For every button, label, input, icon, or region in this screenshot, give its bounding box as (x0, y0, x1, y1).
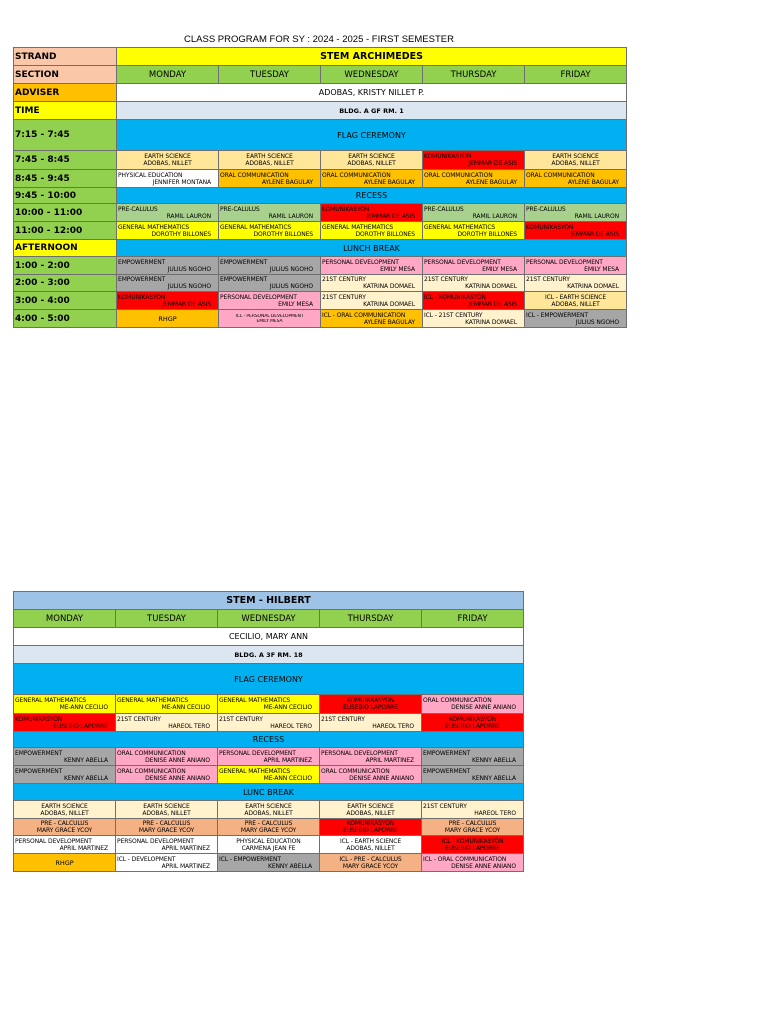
teacher-name: JULIUS NGOHO (167, 265, 211, 273)
teacher-name: DOROTHY BILLONES (457, 230, 517, 238)
teacher-name: JEMMAR DE ASIS (366, 212, 415, 220)
flag-ceremony-banner: FLAG CEREMONY (14, 664, 524, 695)
subject-name: PRE - CALCULUS (142, 820, 191, 827)
schedule-cell (320, 714, 422, 732)
teacher-name: ME-ANN CECILIO (161, 704, 210, 711)
time-slot: 7:15 - 7:45 (14, 120, 117, 151)
teacher-name: KENNY ABELLA (63, 756, 108, 764)
subject-name: PRE - CALCULUS (244, 820, 293, 827)
teacher-name: AYLENE BAGULAY (363, 318, 415, 326)
schedule-cell (321, 204, 423, 222)
teacher-name: RAMIL LAURON (472, 212, 517, 220)
room-label: BLDG. A 3F RM. 18 (14, 646, 524, 664)
subject-name: PERSONAL DEVELOPMENT (220, 293, 297, 301)
schedule-cell (320, 819, 422, 836)
teacher-name: MARY GRACE YCOY (342, 862, 399, 870)
subject-name: GENERAL MATHEMATICS (219, 767, 291, 775)
flag-ceremony-banner: FLAG CEREMONY (117, 120, 627, 151)
time-label: TIME (14, 102, 117, 120)
subject-name: ICL - DEVELOPMENT (117, 855, 176, 863)
schedule-cell (525, 204, 627, 222)
teacher-name: HAREOL TERO (270, 722, 312, 730)
schedule-cell (116, 801, 218, 819)
day-header: MONDAY (117, 66, 219, 84)
subject-name: EMPOWERMENT (220, 276, 268, 283)
teacher-name: AYLENE BAGULAY (261, 178, 313, 186)
subject-name: PRE - CALCULUS (40, 820, 89, 827)
teacher-name: MARY GRACE YCOY (36, 827, 93, 834)
teacher-name: DENISE ANNE ANIANO (451, 704, 516, 711)
subject-name: ICL - PERSONAL DEVELOPMENT (235, 313, 304, 319)
schedule-cell (116, 714, 218, 732)
adviser-label: ADVISER (14, 84, 117, 102)
schedule-cell (219, 292, 321, 310)
time-slot: 9:45 - 10:00 (14, 188, 117, 204)
schedule-cell (219, 204, 321, 222)
teacher-name: DENISE ANNE ANIANO (145, 756, 210, 764)
subject-name: ORAL COMMUNICATION (117, 749, 186, 757)
subject-name: ORAL COMMUNICATION (423, 697, 492, 704)
day-header: FRIDAY (525, 66, 627, 84)
subject-name: PERSONAL DEVELOPMENT (322, 258, 399, 266)
archimedes-schedule-table (13, 47, 627, 328)
time-slot: 1:00 - 2:00 (14, 257, 117, 275)
teacher-name: DENISE ANNE ANIANO (145, 774, 210, 782)
subject-name: ORAL COMMUNICATION (424, 171, 493, 179)
teacher-name: DOROTHY BILLONES (151, 230, 211, 238)
subject-name: ICL - EARTH SCIENCE (544, 293, 607, 301)
teacher-name: EUSEBIO LAPORRE (343, 827, 398, 834)
schedule-cell (422, 801, 524, 819)
subject-name: EMPOWERMENT (118, 258, 166, 266)
subject-name: ICL - PRE - CALCULUS (339, 855, 402, 863)
teacher-name: KENNY ABELLA (471, 756, 516, 764)
subject-name: KOMUNIKASYON (346, 820, 395, 827)
afternoon-label: AFTERNOON (14, 240, 117, 257)
teacher-name: APRIL MARTINEZ (263, 756, 312, 764)
teacher-name: JULIUS NGOHO (167, 283, 211, 290)
subject-name: EARTH SCIENCE (143, 802, 190, 810)
teacher-name: MARY GRACE YCOY (444, 827, 501, 834)
time-slot: 7:45 - 8:45 (14, 151, 117, 170)
teacher-name: DOROTHY BILLONES (253, 230, 313, 238)
teacher-name: EUSEBIO LAPORRE (53, 722, 108, 730)
subject-name: KOMUNIKASYON (424, 153, 472, 160)
schedule-cell (423, 310, 525, 328)
schedule-cell (219, 222, 321, 240)
recess-banner: RECESS (117, 188, 627, 204)
teacher-name: MARY GRACE YCOY (138, 827, 195, 834)
page-title: CLASS PROGRAM FOR SY : 2024 - 2025 - FIRST SEMESTER (184, 34, 454, 45)
subject-name: KOMUNIKASYON (322, 205, 370, 213)
schedule-cell (116, 819, 218, 836)
teacher-name: MARY GRACE YCOY (240, 827, 297, 834)
subject-name: 21ST CENTURY (117, 715, 161, 723)
subject-name: PHYSICAL EDUCATION (118, 171, 183, 179)
day-header: FRIDAY (422, 610, 524, 628)
subject-name: KOMUNIKASYON (346, 697, 395, 704)
subject-name: EARTH SCIENCE (41, 802, 88, 810)
subject-name: EMPOWERMENT (15, 767, 63, 775)
strand-name: STEM ARCHIMEDES (117, 48, 627, 66)
time-slot: 10:00 - 11:00 (14, 204, 117, 222)
schedule-cell (320, 766, 422, 784)
schedule-cell (117, 222, 219, 240)
schedule-cell (525, 275, 627, 292)
teacher-name: APRIL MARTINEZ (161, 862, 210, 870)
teacher-name: ADOBAS, NILLET (346, 809, 395, 817)
day-header: TUESDAY (219, 66, 321, 84)
day-header: WEDNESDAY (218, 610, 320, 628)
schedule-cell (116, 695, 218, 714)
teacher-name: DENISE ANNE ANIANO (349, 774, 414, 782)
teacher-name: EUSEBIO LAPORRE (343, 704, 398, 711)
subject-name: GENERAL MATHEMATICS (322, 223, 394, 231)
schedule-cell (423, 257, 525, 275)
schedule-cell (525, 151, 627, 170)
subject-name: ICL - EMPOWERMENT (526, 311, 588, 319)
subject-name: ICL - KOMUNIKASYON (441, 837, 504, 845)
day-header: TUESDAY (116, 610, 218, 628)
strand-label: STRAND (14, 48, 117, 66)
subject-name: ICL - ORAL COMMUNICATION (322, 311, 406, 319)
schedule-cell (422, 854, 524, 872)
schedule-cell (219, 275, 321, 292)
subject-name: EARTH SCIENCE (245, 802, 292, 810)
room-label: BLDG. A GF RM. 1 (117, 102, 627, 120)
schedule-cell (117, 204, 219, 222)
schedule-cell (218, 801, 320, 819)
schedule-cell (116, 766, 218, 784)
teacher-name: AYLENE BAGULAY (465, 178, 517, 186)
subject-name: ORAL COMMUNICATION (526, 171, 595, 179)
schedule-cell (219, 151, 321, 170)
teacher-name: CARMENA JEAN FE (241, 844, 296, 852)
schedule-cell (525, 292, 627, 310)
subject-name: ORAL COMMUNICATION (220, 171, 289, 179)
day-header: MONDAY (14, 610, 116, 628)
teacher-name: KENNY ABELLA (63, 774, 108, 782)
subject-name: KOMUNIKASYON (15, 715, 63, 723)
schedule-cell: RHGP (14, 854, 116, 872)
schedule-cell (423, 170, 525, 188)
schedule-cell (321, 310, 423, 328)
schedule-cell (14, 836, 116, 854)
teacher-name: ADOBAS, NILLET (143, 160, 192, 167)
subject-name: PERSONAL DEVELOPMENT (117, 837, 194, 845)
schedule-cell (321, 275, 423, 292)
teacher-name: AYLENE BAGULAY (363, 178, 415, 186)
schedule-cell (14, 801, 116, 819)
subject-name: EARTH SCIENCE (348, 153, 395, 160)
teacher-name: AYLENE BAGULAY (567, 178, 619, 186)
schedule-cell (422, 766, 524, 784)
schedule-cell (320, 801, 422, 819)
time-slot: 4:00 - 5:00 (14, 310, 117, 328)
teacher-name: JULIUS NGOHO (575, 318, 619, 326)
schedule-cell (218, 836, 320, 854)
time-slot: 2:00 - 3:00 (14, 275, 117, 292)
teacher-name: JENNIFER MONTANA (152, 178, 211, 186)
schedule-cell (423, 151, 525, 170)
teacher-name: RAMIL LAURON (166, 212, 211, 220)
teacher-name: DOROTHY BILLONES (355, 230, 415, 238)
teacher-name: ADOBAS, NILLET (245, 160, 294, 167)
subject-name: PERSONAL DEVELOPMENT (424, 258, 501, 266)
schedule-cell (321, 257, 423, 275)
teacher-name: APRIL MARTINEZ (365, 756, 414, 764)
schedule-cell (422, 714, 524, 732)
schedule-cell (218, 766, 320, 784)
strand-name: STEM - HILBERT (14, 592, 524, 610)
schedule-cell (14, 695, 116, 714)
subject-name: GENERAL MATHEMATICS (219, 697, 291, 704)
teacher-name: KATRINA DOMAEL (363, 283, 415, 290)
teacher-name: KATRINA DOMAEL (465, 318, 517, 326)
teacher-name: KATRINA DOMAEL (567, 283, 619, 290)
time-slot: 11:00 - 12:00 (14, 222, 117, 240)
schedule-cell (525, 170, 627, 188)
subject-name: EARTH SCIENCE (246, 153, 293, 160)
teacher-name: KATRINA DOMAEL (363, 300, 415, 308)
subject-name: 21ST CENTURY (322, 276, 366, 283)
schedule-cell (117, 170, 219, 188)
schedule-cell (422, 819, 524, 836)
teacher-name: EUSEBIO LAPORRE (445, 844, 500, 852)
subject-name: 21ST CENTURY (322, 293, 366, 301)
subject-name: ORAL COMMUNICATION (322, 171, 391, 179)
subject-name: EMPOWERMENT (220, 258, 268, 266)
teacher-name: ADOBAS, NILLET (142, 809, 191, 817)
schedule-cell (14, 748, 116, 766)
schedule-cell (423, 204, 525, 222)
schedule-cell (218, 695, 320, 714)
subject-name: PRE - CALCULUS (448, 820, 497, 827)
schedule-cell (14, 766, 116, 784)
subject-name: EARTH SCIENCE (144, 153, 191, 160)
schedule-cell (218, 819, 320, 836)
subject-name: GENERAL MATHEMATICS (424, 223, 496, 231)
time-slot: 8:45 - 9:45 (14, 170, 117, 188)
teacher-name: ME-ANN CECILIO (59, 704, 108, 711)
subject-name: KOMUNIKASYON (448, 715, 497, 723)
subject-name: EMPOWERMENT (15, 749, 63, 757)
teacher-name: ADOBAS, NILLET (244, 809, 293, 817)
schedule-cell (321, 151, 423, 170)
subject-name: PRE-CALULUS (118, 205, 158, 213)
teacher-name: HAREOL TERO (372, 722, 414, 730)
subject-name: PERSONAL DEVELOPMENT (526, 258, 603, 266)
subject-name: KOMUNIKASYON (118, 293, 166, 301)
hilbert-schedule-table (13, 591, 524, 872)
schedule-cell: RHGP (117, 310, 219, 328)
subject-name: 21ST CENTURY (219, 715, 263, 723)
schedule-cell (320, 836, 422, 854)
teacher-name: HAREOL TERO (474, 809, 516, 817)
schedule-cell (321, 170, 423, 188)
schedule-cell (14, 819, 116, 836)
lunch-break-banner: LUNC BREAK (14, 784, 524, 801)
subject-name: EMPOWERMENT (423, 749, 471, 757)
subject-name: EMPOWERMENT (118, 276, 166, 283)
schedule-cell (116, 836, 218, 854)
subject-name: PERSONAL DEVELOPMENT (15, 837, 92, 845)
teacher-name: EMILY MESA (278, 300, 313, 308)
schedule-cell (321, 222, 423, 240)
subject-name: 21ST CENTURY (526, 276, 570, 283)
teacher-name: ME-ANN CECILIO (263, 774, 312, 782)
teacher-name: APRIL MARTINEZ (59, 844, 108, 852)
teacher-name: JULIUS NGOHO (269, 283, 313, 290)
schedule-cell (117, 275, 219, 292)
subject-name: PRE-CALULUS (220, 205, 260, 213)
section-label: SECTION (14, 66, 117, 84)
schedule-cell (423, 275, 525, 292)
subject-name: GENERAL MATHEMATICS (220, 223, 292, 231)
recess-banner: RECESS (14, 732, 524, 748)
day-header: WEDNESDAY (321, 66, 423, 84)
teacher-name: EMILY MESA (256, 318, 283, 324)
subject-name: GENERAL MATHEMATICS (15, 697, 87, 704)
teacher-name: KATRINA DOMAEL (465, 283, 517, 290)
teacher-name: EMILY MESA (380, 265, 415, 273)
subject-name: ORAL COMMUNICATION (321, 767, 390, 775)
schedule-cell (525, 257, 627, 275)
schedule-cell (219, 170, 321, 188)
subject-name: KOMUNIKASYON (526, 223, 574, 231)
teacher-name: ME-ANN CECILIO (263, 704, 312, 711)
subject-name: ICL - ORAL COMMUNICATION (423, 855, 507, 863)
teacher-name: ADOBAS, NILLET (551, 160, 600, 167)
subject-name: PERSONAL DEVELOPMENT (321, 749, 398, 757)
teacher-name: HAREOL TERO (168, 722, 210, 730)
schedule-cell (525, 222, 627, 240)
teacher-name: DENISE ANNE ANIANO (451, 862, 516, 870)
subject-name: PRE-CALULUS (526, 205, 566, 213)
subject-name: EMPOWERMENT (423, 767, 471, 775)
teacher-name: EMILY MESA (584, 265, 619, 273)
subject-name: 21ST CENTURY (321, 715, 365, 723)
schedule-cell (320, 854, 422, 872)
subject-name: ORAL COMMUNICATION (117, 767, 186, 775)
schedule-cell (525, 310, 627, 328)
schedule-cell (116, 748, 218, 766)
teacher-name: JEMMAR DE ASIS (570, 230, 619, 238)
schedule-cell (422, 748, 524, 766)
schedule-cell (218, 854, 320, 872)
subject-name: 21ST CENTURY (423, 802, 467, 810)
schedule-cell (116, 854, 218, 872)
teacher-name: JEMMAR DE ASIS (468, 300, 517, 308)
subject-name: EARTH SCIENCE (347, 802, 394, 810)
teacher-name: APRIL MARTINEZ (161, 844, 210, 852)
schedule-cell (423, 292, 525, 310)
teacher-name: JULIUS NGOHO (269, 265, 313, 273)
schedule-cell (422, 695, 524, 714)
teacher-name: JEMMAR DE ASIS (162, 300, 211, 308)
day-header: THURSDAY (423, 66, 525, 84)
subject-name: PHYSICAL EDUCATION (236, 837, 301, 845)
teacher-name: ADOBAS, NILLET (551, 300, 600, 308)
teacher-name: EMILY MESA (482, 265, 517, 273)
adviser-name: CECILIO, MARY ANN (14, 628, 524, 646)
schedule-cell (219, 310, 321, 328)
subject-name: 21ST CENTURY (424, 276, 468, 283)
schedule-cell (117, 257, 219, 275)
schedule-cell (422, 836, 524, 854)
teacher-name: RAMIL LAURON (268, 212, 313, 220)
day-header: THURSDAY (320, 610, 422, 628)
teacher-name: KENNY ABELLA (471, 774, 516, 782)
subject-name: GENERAL MATHEMATICS (118, 223, 190, 231)
teacher-name: JEMMAR DE ASIS (468, 160, 517, 167)
schedule-cell (320, 748, 422, 766)
subject-name: PRE-CALULUS (424, 205, 464, 213)
subject-name: ICL - KOMUNIKASYON (424, 293, 486, 301)
schedule-cell (218, 748, 320, 766)
subject-name: EARTH SCIENCE (552, 153, 599, 160)
schedule-cell (321, 292, 423, 310)
teacher-name: ADOBAS, NILLET (346, 844, 395, 852)
schedule-cell (219, 257, 321, 275)
subject-name: ICL - EMPOWERMENT (219, 855, 281, 863)
time-slot: 3:00 - 4:00 (14, 292, 117, 310)
adviser-name: ADOBAS, KRISTY NILLET P. (117, 84, 627, 102)
teacher-name: ADOBAS, NILLET (347, 160, 396, 167)
subject-name: PERSONAL DEVELOPMENT (219, 749, 296, 757)
teacher-name: KENNY ABELLA (267, 862, 312, 870)
schedule-cell (117, 292, 219, 310)
schedule-cell (117, 151, 219, 170)
schedule-cell (14, 714, 116, 732)
schedule-cell (320, 695, 422, 714)
subject-name: ICL - EARTH SCIENCE (339, 837, 402, 845)
subject-name: ICL - 21ST CENTURY (424, 311, 483, 319)
subject-name: GENERAL MATHEMATICS (117, 697, 189, 704)
lunch-break-banner: LUNCH BREAK (117, 240, 627, 257)
teacher-name: ADOBAS, NILLET (40, 809, 89, 817)
teacher-name: RAMIL LAURON (574, 212, 619, 220)
schedule-cell (423, 222, 525, 240)
schedule-cell (218, 714, 320, 732)
teacher-name: EUSEBIO LAPORRE (445, 722, 500, 730)
